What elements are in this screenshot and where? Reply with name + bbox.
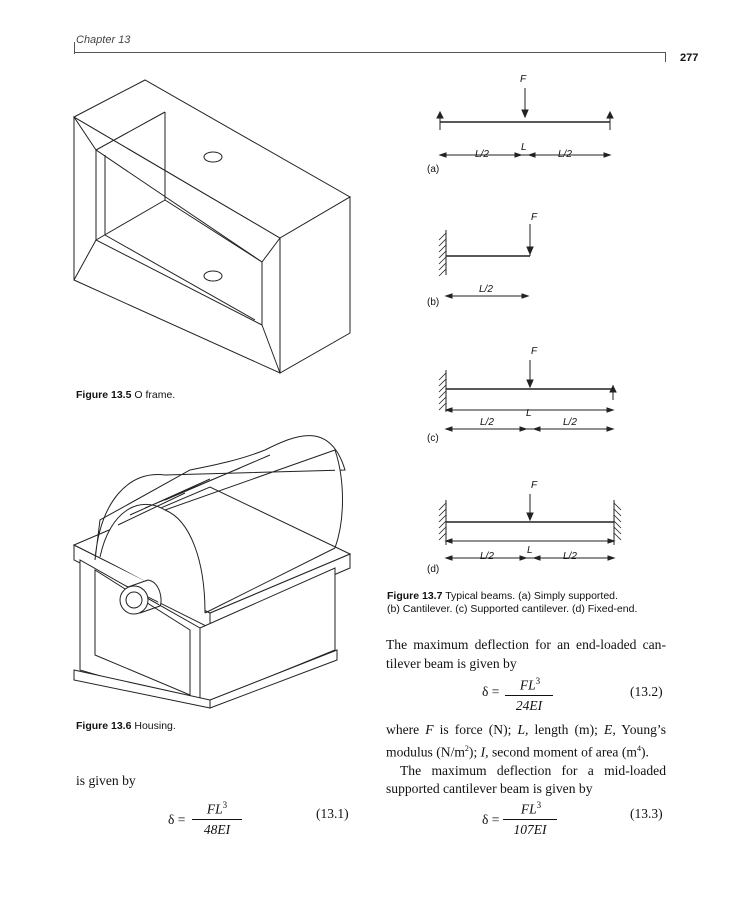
half-length-label-c1: L/2 bbox=[480, 417, 494, 428]
where-force-text: is force (N); bbox=[439, 722, 512, 737]
where-modulus-close: ); bbox=[468, 744, 478, 760]
half-length-label-a1: L/2 bbox=[475, 149, 489, 160]
equation-13-2-numerator bbox=[507, 676, 553, 694]
half-length-label-d1: L/2 bbox=[480, 551, 494, 562]
equation-13-3-fraction-bar bbox=[503, 819, 557, 820]
paragraph-where-line1 bbox=[386, 721, 666, 740]
paragraph-where bbox=[386, 721, 666, 799]
figure-13-7-label: Figure 13.7 bbox=[387, 590, 443, 602]
figure-13-6-caption bbox=[76, 720, 176, 733]
panel-label-a: (a) bbox=[427, 164, 440, 175]
figure-13-7-title-line2: (b) Cantilever. (c) Supported cantilever. (d) Fixed-end. bbox=[387, 603, 638, 615]
half-length-label-a2: L/2 bbox=[558, 149, 572, 160]
figure-13-5-caption bbox=[76, 389, 175, 402]
equation-13-2-denominator: 24EI bbox=[515, 698, 543, 713]
where-var-f: F bbox=[425, 722, 434, 737]
where-modulus-text: modulus (N/m bbox=[386, 744, 465, 760]
half-length-label-c2: L/2 bbox=[563, 417, 577, 428]
half-length-label-d2: L/2 bbox=[563, 551, 577, 562]
figure-13-7-title-line1: Typical beams. (a) Simply supported. bbox=[445, 590, 618, 602]
where-youngs-text: Young’s bbox=[621, 722, 666, 737]
figure-13-5-title: O frame. bbox=[134, 389, 176, 401]
panel-label-c: (c) bbox=[427, 433, 439, 444]
equation-13-1-number: (13.1) bbox=[316, 806, 349, 821]
where-var-l: L, bbox=[517, 722, 529, 737]
paragraph-where-line2 bbox=[386, 740, 666, 762]
force-label-b: F bbox=[531, 212, 538, 223]
equation-13-2-lhs: δ = bbox=[482, 684, 500, 699]
where-modulus-exp: 2 bbox=[464, 743, 469, 753]
equation-13-3-exponent: 3 bbox=[536, 800, 542, 810]
where-moment-text: second moment of area (m bbox=[491, 744, 637, 760]
equation-13-3-numerator bbox=[505, 800, 557, 818]
length-label-d: L bbox=[527, 545, 533, 556]
equation-13-2-number: (13.2) bbox=[630, 684, 663, 699]
figure-13-7-caption bbox=[387, 590, 687, 616]
panel-label-b: (b) bbox=[427, 297, 440, 308]
header-rule-right bbox=[665, 52, 666, 62]
where-length-text: length (m); bbox=[534, 722, 598, 737]
panel-label-d: (d) bbox=[427, 564, 440, 575]
paragraph-end-loaded bbox=[386, 636, 666, 673]
equation-13-3-denominator: 107EI bbox=[513, 822, 547, 837]
paragraph-end-loaded-line1: The maximum deflection for an end-loaded can- bbox=[386, 637, 666, 652]
equation-13-1-denominator: 48EI bbox=[203, 822, 231, 837]
paragraph-mid-loaded-line2: supported cantilever beam is given by bbox=[386, 781, 593, 797]
equation-13-1-num-text: FL bbox=[206, 801, 223, 817]
length-label-a: L bbox=[521, 142, 527, 153]
equation-13-3-lhs: δ = bbox=[482, 812, 500, 827]
paragraph-end-loaded-line2: tilever beam is given by bbox=[386, 655, 517, 671]
equation-13-1-numerator bbox=[192, 800, 242, 818]
equation-13-1-exponent: 3 bbox=[222, 800, 228, 810]
figure-13-5-label: Figure 13.5 bbox=[76, 389, 132, 401]
where-moment-exp: 4 bbox=[636, 743, 641, 753]
equation-13-3-num-text: FL bbox=[520, 801, 537, 817]
where-word: where bbox=[386, 722, 420, 737]
length-label-c: L bbox=[526, 408, 532, 419]
equation-13-2-exponent: 3 bbox=[535, 676, 541, 686]
equation-13-3-number: (13.3) bbox=[630, 806, 663, 821]
equation-13-1-fraction-bar bbox=[192, 819, 242, 820]
figure-13-6-title: Housing. bbox=[134, 720, 176, 732]
half-length-label-b: L/2 bbox=[479, 284, 493, 295]
force-label-c: F bbox=[531, 346, 538, 357]
where-var-i: I, bbox=[480, 744, 489, 760]
where-var-e: E, bbox=[604, 722, 616, 737]
left-tail-text: is given by bbox=[76, 773, 136, 788]
force-label-a: F bbox=[520, 74, 527, 85]
where-moment-close: ). bbox=[640, 744, 649, 760]
force-label-d: F bbox=[531, 480, 538, 491]
page-number: 277 bbox=[680, 52, 699, 64]
paragraph-mid-loaded-line1: The maximum deflection for a mid-loaded bbox=[400, 762, 666, 778]
equation-13-2-fraction-bar bbox=[505, 695, 553, 696]
chapter-header: Chapter 13 bbox=[76, 34, 131, 46]
header-rule bbox=[74, 52, 666, 53]
equation-13-2-num-text: FL bbox=[519, 677, 536, 693]
figure-13-6-label: Figure 13.6 bbox=[76, 720, 132, 732]
equation-13-1-lhs: δ = bbox=[168, 812, 186, 827]
